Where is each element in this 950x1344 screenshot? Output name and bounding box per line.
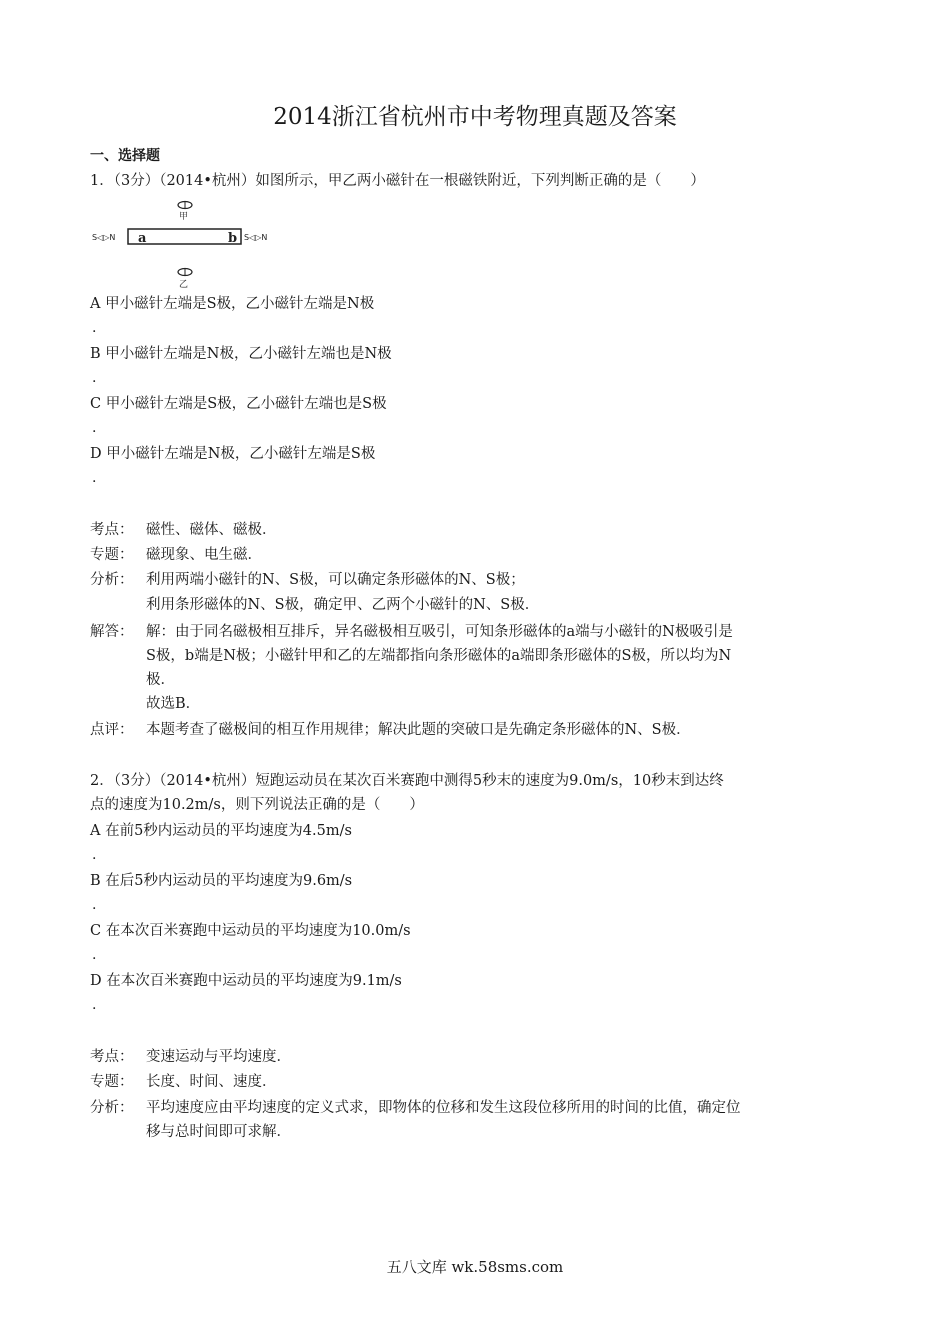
label-yi: 乙 (179, 280, 189, 290)
option-dot: . (92, 897, 97, 913)
option-dot: . (92, 997, 97, 1013)
q2-option-b: B 在后5秒内运动员的平均速度为9.6m/s (90, 873, 353, 889)
option-dot: . (92, 370, 97, 386)
q1-option-a: A 甲小磁针左端是S极，乙小磁针左端是N极 (90, 296, 375, 312)
q2-option-d: D 在本次百米赛跑中运动员的平均速度为9.1m/s (90, 973, 402, 989)
page-footer: 五八文库 wk.58sms.com (386, 1258, 564, 1276)
question-1-stem: 1．（3分）（2014•杭州）如图所示，甲乙两小磁针在一根磁铁附近，下列判断正确的是（ ） (90, 173, 705, 189)
q2-fenxi-line: 平均速度应由平均速度的定义式求，即物体的位移和发生这段位移所用的时间的比值，确定位 (146, 1100, 741, 1116)
q2-option-a: A 在前5秒内运动员的平均速度为4.5m/s (90, 823, 352, 839)
q1-zhuanti: 磁现象、电生磁． (146, 547, 262, 563)
q1-jieda-line: 解：由于同名磁极相互排斥，异名磁极相互吸引，可知条形磁体的a端与小磁针的N极吸引是 (146, 624, 733, 640)
q1-option-b: B 甲小磁针左端是N极，乙小磁针左端也是N极 (90, 346, 392, 362)
label-jia: 甲 (179, 212, 189, 222)
q1-kaodian-label: 考点： (90, 522, 134, 538)
q2-zhuanti-label: 专题： (90, 1074, 134, 1090)
q2-kaodian: 变速运动与平均速度． (146, 1049, 291, 1065)
document-title: 2014浙江省杭州市中考物理真题及答案 (273, 104, 677, 130)
question-2-stem-line: 2．（3分）（2014•杭州）短跑运动员在某次百米赛跑中测得5秒末的速度为9.0m/s，10秒末到达终 (90, 773, 724, 789)
q1-jieda-line: 故选B． (146, 696, 201, 712)
q1-fenxi-label: 分析： (90, 572, 134, 588)
q1-dianping: 本题考查了磁极间的相互作用规律；解决此题的突破口是先确定条形磁体的N、S极． (146, 722, 691, 738)
needle-yi (178, 268, 192, 276)
q2-fenxi-line: 移与总时间即可求解． (146, 1124, 291, 1140)
section-heading: 一、选择题 (90, 148, 160, 164)
q1-option-c: C 甲小磁针左端是S极，乙小磁针左端也是S极 (90, 396, 387, 412)
q2-fenxi-label: 分析： (90, 1100, 134, 1116)
q1-jieda-line: S极，b端是N极；小磁针甲和乙的左端都指向条形磁体的a端即条形磁体的S极，所以均为N (146, 648, 732, 664)
left-needle: S◁▷N (92, 233, 116, 242)
q2-kaodian-label: 考点： (90, 1049, 134, 1065)
needle-jia (178, 201, 192, 209)
question-2-stem-line: 点的速度为10.2m/s，则下列说法正确的是（ ） (90, 797, 424, 813)
magnet-end-b: b (228, 231, 238, 246)
right-needle: S◁▷N (244, 233, 268, 242)
q1-jieda-line: 极． (146, 672, 175, 688)
q2-option-c: C 在本次百米赛跑中运动员的平均速度为10.0m/s (90, 923, 411, 939)
option-dot: . (92, 470, 97, 486)
magnet-figure (90, 198, 290, 290)
magnet-end-a: a (138, 231, 147, 246)
option-dot: . (92, 420, 97, 436)
option-dot: . (92, 847, 97, 863)
q1-dianping-label: 点评： (90, 722, 134, 738)
q1-fenxi-line: 利用条形磁体的N、S极，确定甲、乙两个小磁针的N、S极． (146, 597, 540, 613)
option-dot: . (92, 947, 97, 963)
q1-zhuanti-label: 专题： (90, 547, 134, 563)
q1-kaodian: 磁性、磁体、磁极． (146, 522, 277, 538)
option-dot: . (92, 320, 97, 336)
q1-fenxi-line: 利用两端小磁针的N、S极，可以确定条形磁体的N、S极； (146, 572, 525, 588)
q1-option-d: D 甲小磁针左端是N极，乙小磁针左端是S极 (90, 446, 376, 462)
q2-zhuanti: 长度、时间、速度． (146, 1074, 277, 1090)
q1-jieda-label: 解答： (90, 624, 134, 640)
